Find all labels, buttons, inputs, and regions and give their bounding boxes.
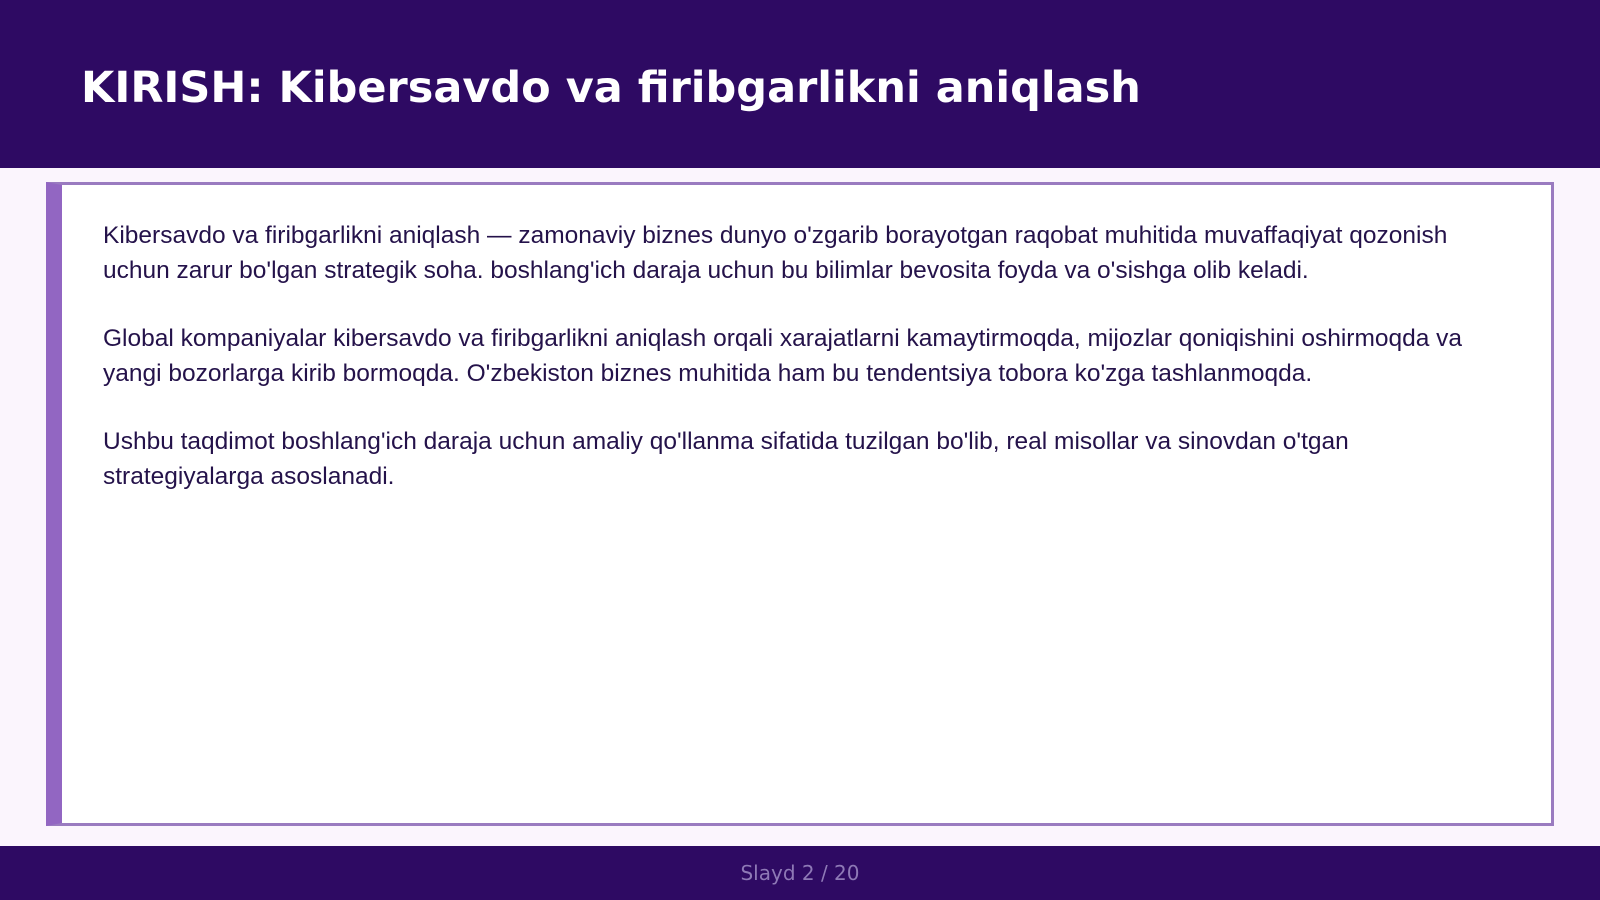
paragraph-global: Global kompaniyalar kibersavdo va firibgarlikni aniqlash orqali xarajatlarni kamaytirmoqda, mijozlar qoniqishini oshirmoqda va yangi bozorlarga kirib bormoqda. O'zbekiston biznes muhitida ham bu tendentsiya tobora ko'zga tashlanmoqda. — [103, 325, 1463, 387]
content-card — [46, 182, 1554, 826]
slide-header — [0, 0, 1600, 168]
paragraph-summary: Ushbu taqdimot boshlang'ich daraja uchun amaliy qo'llanma sifatida tuzilgan bo'lib, real misollar va sinovdan o'tgan strategiyalarga asoslanadi. — [103, 428, 1349, 490]
paragraph-intro: Kibersavdo va firibgarlikni aniqlash — zamonaviy biznes dunyo o'zgarib borayotgan raqobat muhitida muvaffaqiyat qozonish uchun zarur bo'lgan strategik soha. boshlang'ich daraja uchun bu bilimlar bevosita foyda va o'sishga olib keladi. — [103, 222, 1448, 284]
slide-title: KIRISH: Kibersavdo va firibgarlikni aniqlash — [81, 63, 1141, 113]
slide-footer — [0, 846, 1600, 900]
slide-counter: Slayd 2 / 20 — [740, 861, 860, 885]
paragraph-list — [103, 218, 1503, 527]
